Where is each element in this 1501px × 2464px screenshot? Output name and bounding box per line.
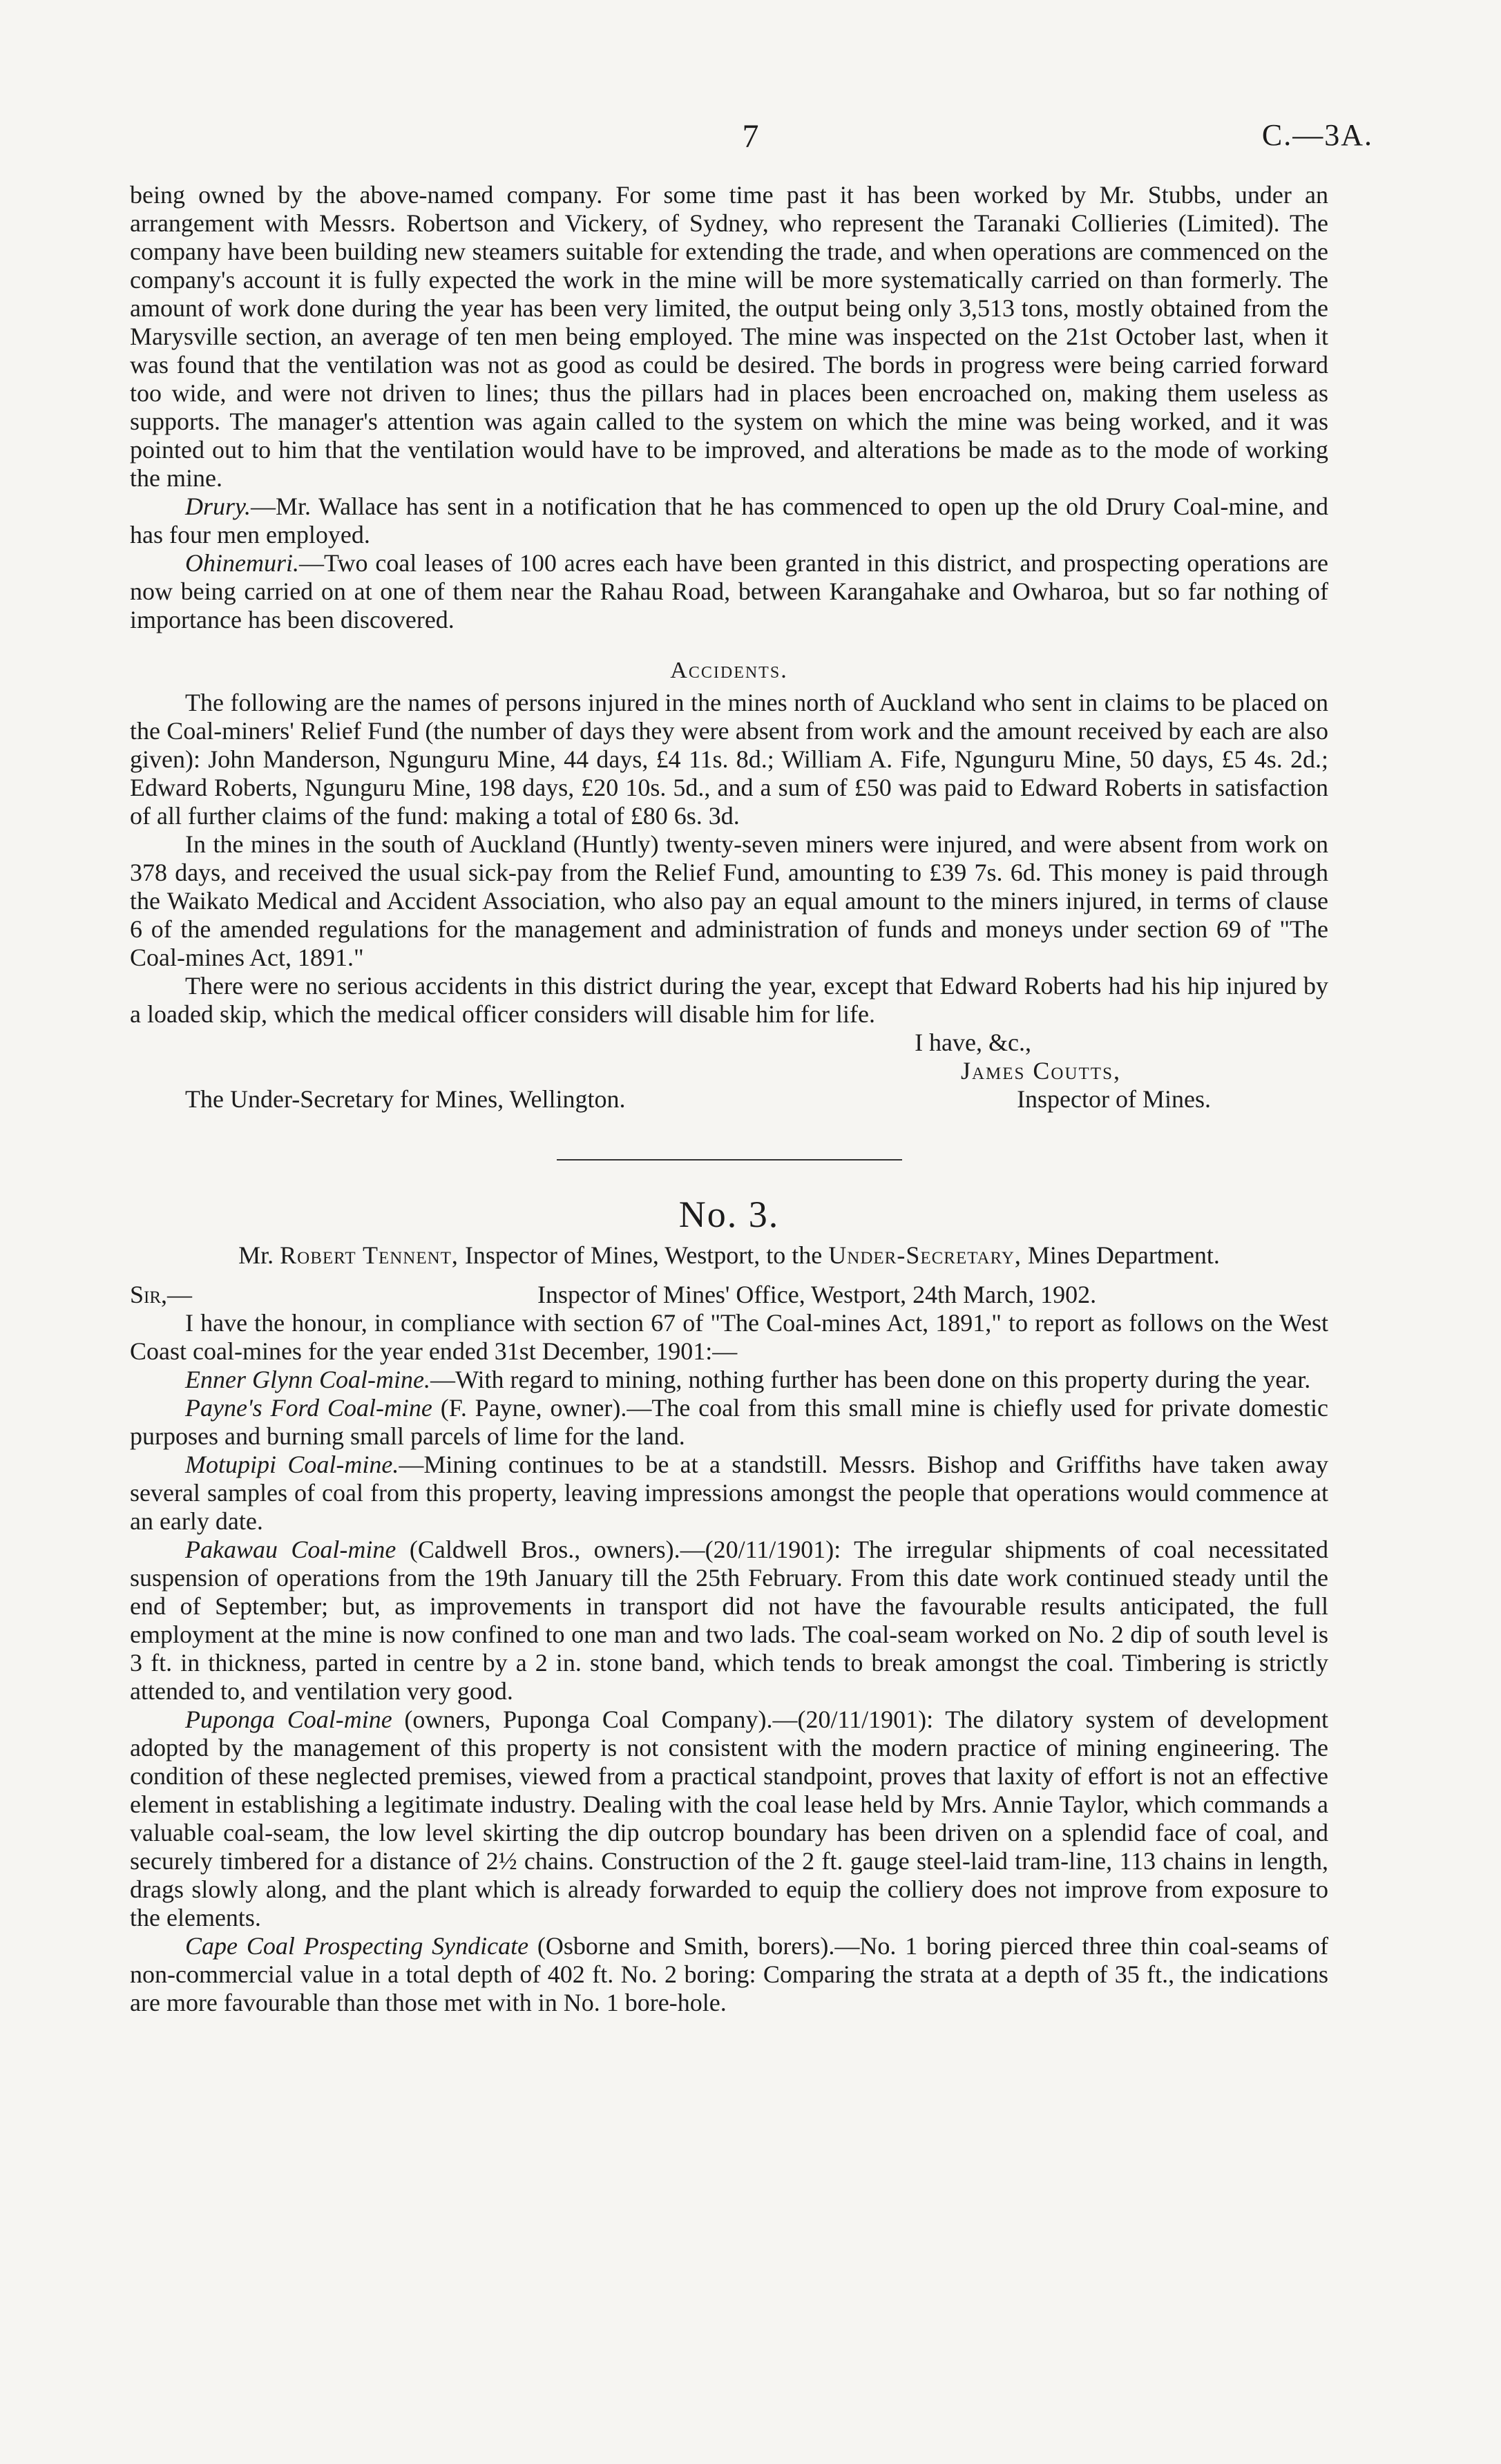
section-divider: [557, 1159, 902, 1161]
page-number: 7: [742, 118, 759, 155]
motupipi-lead: Motupipi Coal-mine.: [185, 1451, 399, 1478]
ohinemuri-paragraph: [130, 549, 1328, 634]
opening-paragraph: I have the honour, in compliance with section 67 of "The Coal-mines Act, 1891," to report as follows on the West Coast coal-mines for the year ended 31st December, 1901:—: [130, 1309, 1328, 1365]
signatory-title: Inspector of Mines.: [1017, 1085, 1211, 1113]
signatory-name: James Coutts,: [960, 1057, 1121, 1085]
salutation: Sir,—: [130, 1281, 193, 1308]
accidents-heading: Accidents.: [670, 658, 788, 683]
drury-paragraph: [130, 493, 1328, 549]
paynes-ford-paragraph: [130, 1394, 1328, 1451]
enner-glynn-lead: Enner Glynn Coal-mine.: [185, 1366, 430, 1393]
puponga-paragraph: [130, 1706, 1328, 1932]
cape-coal-paragraph: [130, 1932, 1328, 2017]
report-number-heading: No. 3.: [678, 1194, 780, 1235]
motupipi-paragraph: [130, 1451, 1328, 1536]
intro-middle: Inspector of Mines, Westport, to the: [464, 1241, 823, 1269]
report-intro: [185, 1241, 1273, 1270]
paynes-ford-lead: Payne's Ford Coal-mine: [185, 1394, 432, 1422]
intro-name: Robert Tennent,: [280, 1241, 459, 1269]
drury-lead: Drury.: [185, 493, 251, 520]
intro-recipient: Under-Secretary,: [828, 1241, 1022, 1269]
accidents-paragraph-2: In the mines in the south of Auckland (Huntly) twenty-seven miners were injured, and were absent from work on 378 days, and received the usual sick-pay from the Relief Fund, amounting to £39 7s. 6d. This money is paid through the Waikato Medical and Accident Association, who also pay an equal amount to the miners injured, in terms of clause 6 of the amended regulations for the management and administration of funds and moneys under section 69 of "The Coal-mines Act, 1891.": [130, 830, 1328, 971]
continuation-paragraph: being owned by the above-named company. For some time past it has been worked by Mr. Stubbs, under an arrangement with Messrs. Robertson and Vickery, of Sydney, who represent the Taranaki Collieries (Limited). The company have been building new steamers suitable for extending the trade, and when operations are commenced on the company's account it is fully expected the work in the mine will be more systematically carried on than formerly. The amount of work done during the year has been very limited, the output being only 3,513 tons, mostly obtained from the Marysville section, an average of ten men being employed. The mine was inspected on the 21st October last, when it was found that the ventilation was not as good as could be desired. The bords in progress were being carried forward too wide, and were not driven to lines; thus the pillars had in places been encroached on, making them useless as supports. The manager's attention was again called to the system on which the mine was being worked, and it was pointed out to him that the ventilation would have to be improved, and alterations be made as to the mode of working the mine.: [130, 181, 1328, 492]
drury-text: —Mr. Wallace has sent in a notification that he has commenced to open up the old Drury Coal-mine, and has four men employed.: [130, 493, 1328, 548]
addressee: The Under-Secretary for Mines, Wellington.: [185, 1085, 626, 1113]
paper-reference: C.—3A.: [1261, 118, 1373, 152]
page-header: [128, 117, 1373, 159]
motupipi-text: —Mining continues to be at a standstill. Messrs. Bishop and Griffiths have taken away several samples of coal from this property, leaving impressions amongst the people that operations would commence at an early date.: [130, 1451, 1328, 1535]
document-body: [130, 181, 1328, 2017]
pakawau-paragraph: [130, 1536, 1328, 1706]
paynes-ford-text: (F. Payne, owner).—The coal from this small mine is chiefly used for private domestic purposes and burning small parcels of lime for the land.: [130, 1394, 1328, 1450]
puponga-lead: Puponga Coal-mine: [185, 1706, 392, 1733]
salutation-row: [130, 1281, 1328, 1309]
puponga-text: (owners, Puponga Coal Company).—(20/11/1901): The dilatory system of development adopted by the management of this property is not consistent with the modern practice of mining engineering. The condition of these neglected premises, viewed from a practical standpoint, proves that laxity of effort is not an effective element in establishing a legitimate industry. Dealing with the coal lease held by Mrs. Annie Taylor, which commands a valuable coal-seam, the low level skirting the dip outcrop boundary has been driven on a splendid face of coal, and securely timbered for a distance of 2½ chains. Construction of the 2 ft. gauge steel-laid tram-line, 113 chains in length, drags slowly along, and the plant which is already forwarded to equip the colliery does not improve from exposure to the elements.: [130, 1706, 1328, 1931]
accidents-paragraph-3: There were no serious accidents in this district during the year, except that Edward Roberts had his hip injured by a loaded skip, which the medical officer considers will disable him for life.: [130, 972, 1328, 1028]
cape-coal-lead: Cape Coal Prospecting Syndicate: [185, 1932, 529, 1960]
closing-row: [130, 1029, 1328, 1057]
pakawau-text: (Caldwell Bros., owners).—(20/11/1901): The irregular shipments of coal necessitated suspension of operations from the 19th January till the 25th February. From this date work continued steady until the end of September; but, as improvements in transport did not have the favourable results anticipated, the full employment at the mine is now confined to one man and two lads. The coal-seam worked on No. 2 dip of south level is 3 ft. in thickness, parted in centre by a 2 in. stone band, which tends to break amongst the coal. Timbering is strictly attended to, and ventilation very good.: [130, 1536, 1328, 1705]
dateline: Inspector of Mines' Office, Westport, 24th March, 1902.: [537, 1281, 1097, 1308]
enner-glynn-paragraph: [130, 1366, 1328, 1394]
ohinemuri-text: —Two coal leases of 100 acres each have been granted in this district, and prospecting operations are now being carried on at one of them near the Rahau Road, between Karangahake and Owharoa, but so far nothing of importance has been discovered.: [130, 549, 1328, 633]
signature-row: [130, 1085, 1328, 1114]
signatory-row: [130, 1057, 1328, 1085]
accidents-paragraph-1: The following are the names of persons injured in the mines north of Auckland who sent in claims to be placed on the Coal-miners' Relief Fund (the number of days they were absent from work and the amount received by each are also given): John Manderson, Ngunguru Mine, 44 days, £4 11s. 8d.; William A. Fife, Ngunguru Mine, 50 days, £5 4s. 2d.; Edward Roberts, Ngunguru Mine, 198 days, £20 10s. 5d., and a sum of £50 was paid to Edward Roberts in satisfaction of all further claims of the fund: making a total of £80 6s. 3d.: [130, 689, 1328, 830]
intro-mr: Mr.: [238, 1241, 274, 1269]
cape-coal-text: (Osborne and Smith, borers).—No. 1 boring pierced three thin coal-seams of non-commercial value in a total depth of 402 ft. No. 2 boring: Comparing the strata at a depth of 35 ft., the indications are more favourable than those met with in No. 1 bore-hole.: [130, 1932, 1329, 2016]
closing-line: I have, &c.,: [915, 1029, 1031, 1056]
enner-glynn-text: —With regard to mining, nothing further has been done on this property during the year.: [430, 1366, 1311, 1393]
ohinemuri-lead: Ohinemuri.: [185, 549, 299, 577]
pakawau-lead: Pakawau Coal-mine: [185, 1536, 396, 1563]
intro-end: Mines Department.: [1027, 1241, 1220, 1269]
